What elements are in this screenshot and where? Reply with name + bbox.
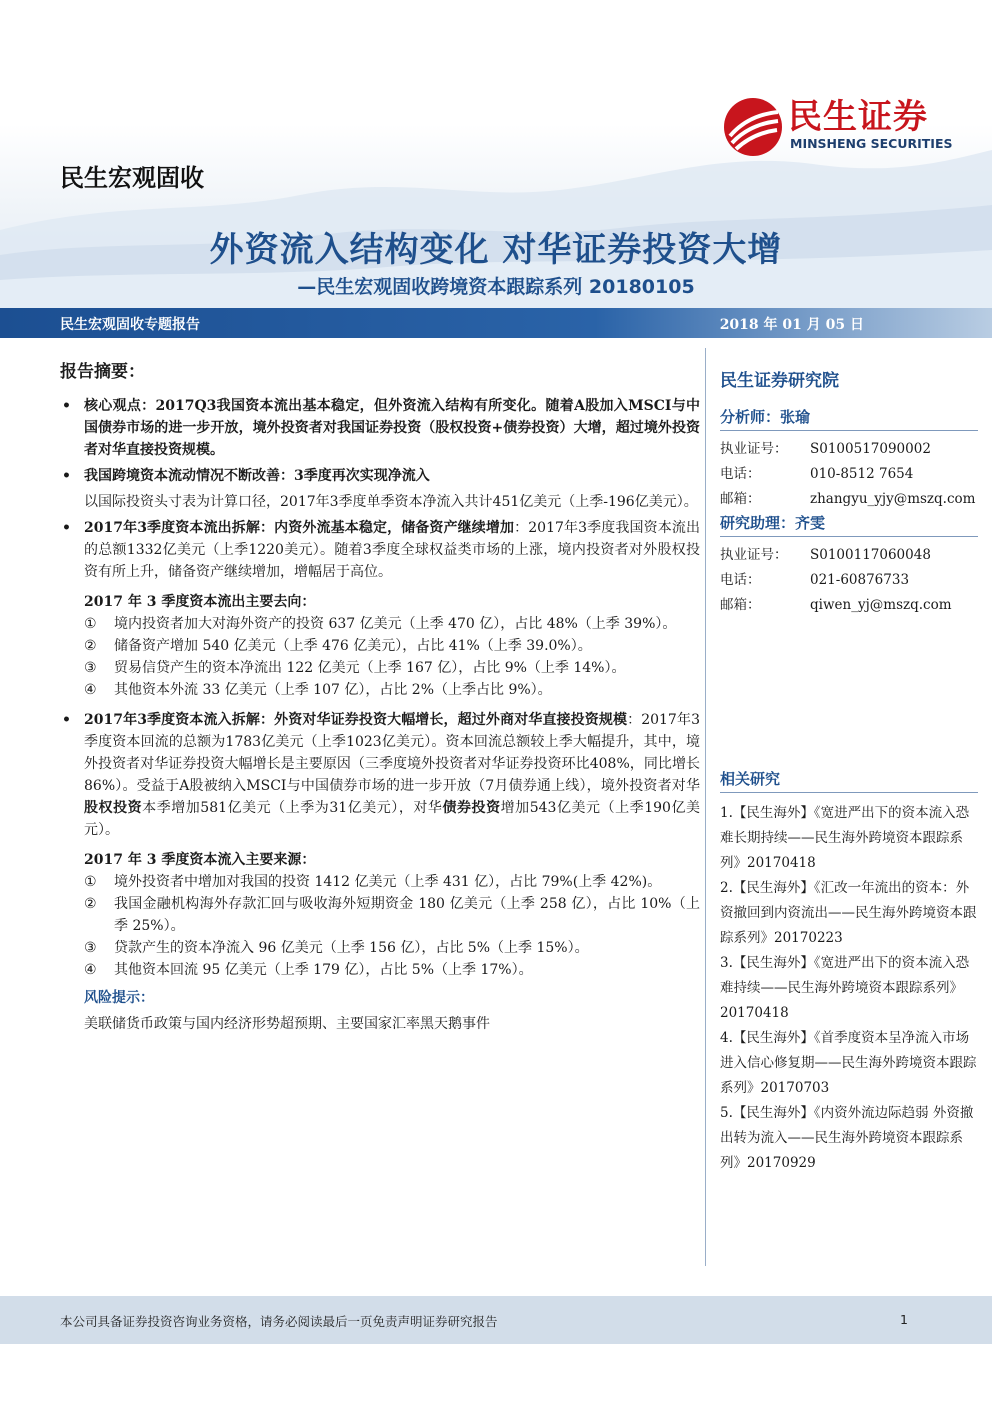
item-number: ④ bbox=[84, 962, 97, 978]
assistant-email-row bbox=[720, 593, 978, 618]
field-label: 电话： bbox=[720, 572, 761, 588]
section-label: 民生宏观固收 bbox=[60, 164, 204, 192]
inflow-item bbox=[60, 893, 700, 937]
item-text: 我国金融机构海外存款汇回与吸收海外短期资金 180 亿美元（上季 258 亿），占比 10%（上季 25%）。 bbox=[114, 896, 700, 934]
item-text: 境外投资者中增加对我国的投资 1412 亿美元（上季 431 亿），占比 79%(上季 42%)。 bbox=[114, 874, 662, 890]
inflow-bullet-head: 2017年3季度资本流入拆解：外资对华证券投资大幅增长，超过外商对华直接投资规模 bbox=[84, 712, 628, 728]
outflow-item bbox=[60, 679, 700, 701]
outflow-bullet-head: 2017年3季度资本流出拆解：内资外流基本稳定，储备资产继续增加 bbox=[84, 520, 515, 536]
report-date: 2018 年 01 月 05 日 bbox=[719, 317, 864, 333]
item-number: ③ bbox=[84, 660, 97, 676]
bond-investment-label: 债券投资 bbox=[442, 800, 501, 816]
item-number: ① bbox=[84, 874, 97, 890]
field-label: 邮箱： bbox=[720, 597, 761, 613]
page-footer bbox=[0, 1296, 992, 1344]
item-text: 其他资本外流 33 亿美元（上季 107 亿），占比 2%（上季占比 9%）。 bbox=[114, 682, 552, 698]
related-research-item: 1.【民生海外】《宽进严出下的资本流入恐难长期持续——民生海外跨境资本跟踪系列》20170418 bbox=[720, 805, 970, 871]
outflow-item bbox=[60, 635, 700, 657]
item-text: 贸易信贷产生的资本净流出 122 亿美元（上季 167 亿），占比 9%（上季 14%）。 bbox=[114, 660, 626, 676]
item-number: ③ bbox=[84, 940, 97, 956]
report-subtitle: —民生宏观固收跨境资本跟踪系列 20180105 bbox=[297, 276, 695, 298]
field-label: 邮箱： bbox=[720, 491, 761, 507]
risk-text: 美联储货币政策与国内经济形势超预期、主要国家汇率黑天鹅事件 bbox=[84, 1016, 490, 1032]
inflow-heading: 2017 年 3 季度资本流入主要来源： bbox=[84, 852, 316, 868]
assistant-phone-row bbox=[720, 568, 978, 593]
report-type: 民生宏观固收专题报告 bbox=[60, 317, 200, 333]
column-divider bbox=[705, 348, 706, 1266]
field-value: S0100517090002 bbox=[810, 441, 931, 457]
outflow-bullet-text: ：2017年3季度我国资本流出的总额1332亿美元（上季1220美元）。随着3季度全球权益类市场的上涨，境内投资者对外股权投资有所上升，储备资产继续增加，增幅居于高位。 bbox=[84, 520, 700, 580]
field-label: 电话： bbox=[720, 466, 761, 482]
item-text: 境内投资者加大对海外资产的投资 637 亿美元（上季 470 亿），占比 48%（上季 39%）。 bbox=[114, 616, 677, 632]
title-band bbox=[0, 308, 992, 338]
analyst-email-row bbox=[720, 487, 978, 512]
core-view-bullet: • 核心观点：2017Q3我国资本流出基本稳定，但外资流入结构有所变化。随着A股加入MSCI与中国债券市场的进一步开放，境外投资者对我国证券投资（股权投资+债券投资）大增，超过境外投资者对华直接投资规模。 bbox=[60, 395, 700, 461]
inflow-item bbox=[60, 937, 700, 959]
inflow-bullet-text-1: ：2017年3季度资本回流的总额为1783亿美元（上季1023亿美元）。资本回流总额较上季大幅提升，其中，境外投资者对华证券投资大幅增长是主要原因（三季度境外投资者对华证券投资环比408%，同比增长86%）。受益于A股被纳入MSCI与中国债券市场的进一步开放（7月债券通上线），境外投资者对华 bbox=[84, 712, 700, 794]
brand-name-cn: 民生证券 bbox=[788, 97, 928, 137]
field-value: 021-60876733 bbox=[810, 572, 910, 588]
field-label: 执业证号： bbox=[720, 547, 788, 563]
flow-improve-bullet: • 我国跨境资本流动情况不断改善：3季度再次实现净流入 bbox=[60, 465, 700, 487]
flow-improve-text: 以国际投资头寸表为计算口径，2017年3季度单季资本净流入共计451亿美元（上季-196亿美元）。 bbox=[84, 494, 698, 510]
related-research-item: 3.【民生海外】《宽进严出下的资本流入恐难持续——民生海外跨境资本跟踪系列》20170418 bbox=[720, 955, 970, 1021]
summary-heading: 报告摘要： bbox=[60, 362, 145, 382]
summary-section bbox=[60, 355, 700, 1035]
item-number: ② bbox=[84, 896, 97, 912]
minsheng-logo-icon bbox=[722, 96, 784, 158]
analyst-license-row bbox=[720, 437, 978, 462]
related-research-item: 4.【民生海外】《首季度资本呈净流入市场进入信心修复期——民生海外跨境资本跟踪系列》20170703 bbox=[720, 1030, 977, 1096]
inflow-item bbox=[60, 959, 700, 981]
item-number: ② bbox=[84, 638, 97, 654]
sidebar bbox=[720, 360, 978, 1176]
inflow-bullet-text-3: 增加543亿美元（上季190亿美元）。 bbox=[84, 800, 700, 838]
inflow-bullet-text-2: 本季增加581亿美元（上季为31亿美元），对华 bbox=[142, 800, 443, 816]
field-value: qiwen_yj@mszq.com bbox=[810, 597, 952, 613]
field-value: zhangyu_yjy@mszq.com bbox=[810, 491, 976, 507]
footer-disclaimer: 本公司具备证券投资咨询业务资格，请务必阅读最后一页免责声明证券研究报告 bbox=[60, 1314, 498, 1329]
related-research-item: 2.【民生海外】《汇改一年流出的资本：外资撤回到内资流出——民生海外跨境资本跟踪系列》20170223 bbox=[720, 880, 977, 946]
institute-name: 民生证券研究院 bbox=[720, 371, 839, 391]
inflow-item bbox=[60, 871, 700, 893]
analyst-phone-row bbox=[720, 462, 978, 487]
outflow-bullet bbox=[60, 517, 700, 583]
equity-investment-label: 股权投资 bbox=[84, 800, 143, 816]
report-title: 外资流入结构变化 对华证券投资大增 bbox=[209, 230, 783, 270]
related-research-item: 5.【民生海外】《内资外流边际趋弱 外资撤出转为流入——民生海外跨境资本跟踪系列》20170929 bbox=[720, 1105, 974, 1171]
brand-name-en: MINSHENG SECURITIES bbox=[790, 136, 953, 151]
inflow-bullet bbox=[60, 709, 700, 841]
outflow-heading: 2017 年 3 季度资本流出主要去向： bbox=[84, 594, 316, 610]
risk-heading: 风险提示： bbox=[84, 990, 154, 1006]
field-label: 执业证号： bbox=[720, 441, 788, 457]
assistant-title: 研究助理：齐雯 bbox=[720, 512, 978, 537]
item-text: 贷款产生的资本净流入 96 亿美元（上季 156 亿），占比 5%（上季 15%）。 bbox=[114, 940, 589, 956]
outflow-item bbox=[60, 613, 700, 635]
field-value: S0100117060048 bbox=[810, 547, 931, 563]
outflow-item bbox=[60, 657, 700, 679]
page-number: 1 bbox=[900, 1312, 908, 1327]
item-number: ④ bbox=[84, 682, 97, 698]
item-text: 储备资产增加 540 亿美元（上季 476 亿美元），占比 41%（上季 39.0%）。 bbox=[114, 638, 592, 654]
analyst-title: 分析师：张瑜 bbox=[720, 406, 978, 431]
minsheng-logo bbox=[722, 96, 962, 156]
item-text: 其他资本回流 95 亿美元（上季 179 亿），占比 5%（上季 17%）。 bbox=[114, 962, 533, 978]
assistant-license-row bbox=[720, 543, 978, 568]
field-value: 010-8512 7654 bbox=[810, 466, 914, 482]
item-number: ① bbox=[84, 616, 97, 632]
related-research-heading: 相关研究 bbox=[720, 768, 978, 793]
